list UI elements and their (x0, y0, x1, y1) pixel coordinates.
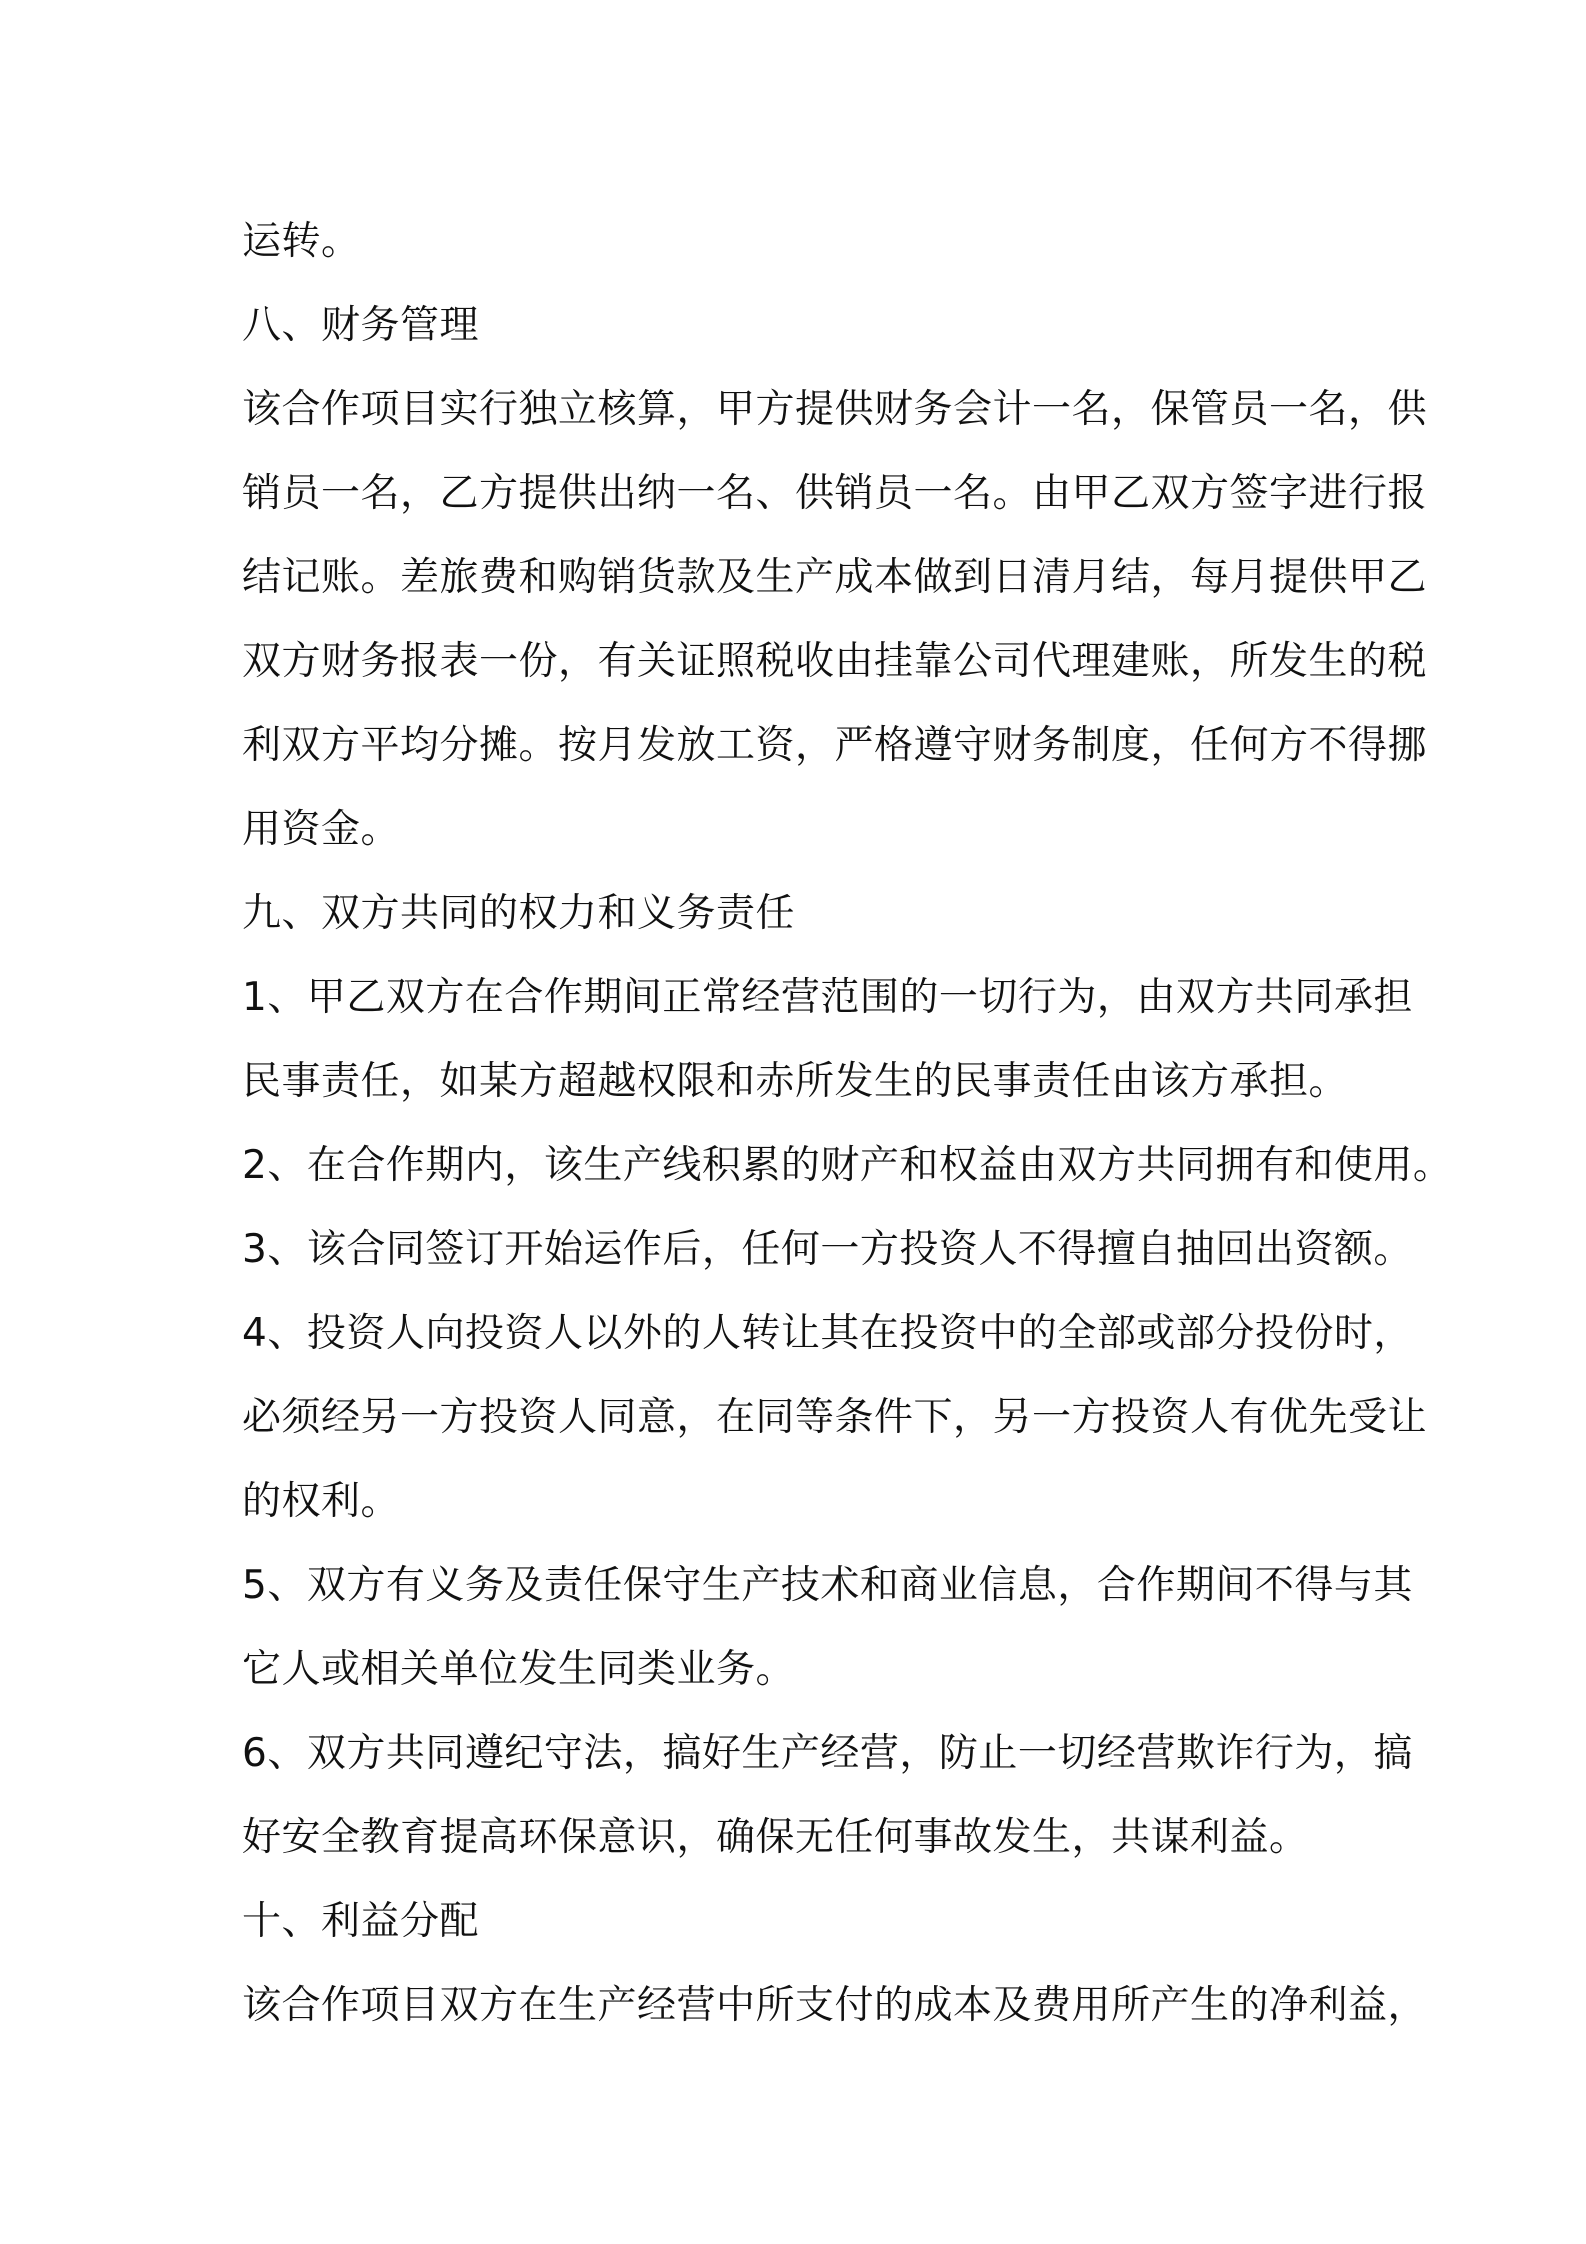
clause-line: 的权利。 (242, 1479, 401, 1524)
paragraph-line: 销员一名，乙方提供出纳一名、供销员一名。由甲乙双方签字进行报 (242, 471, 1428, 516)
document-body (242, 200, 1453, 2048)
section-heading-10: 十、利益分配 (242, 1899, 480, 1944)
clause-line: 4、投资人向投资人以外的人转让其在投资中的全部或部分投份时， (242, 1311, 1413, 1356)
clause-line: 必须经另一方投资人同意，在同等条件下，另一方投资人有优先受让 (242, 1395, 1428, 1440)
text-line-continuation: 运转。 (242, 219, 361, 264)
paragraph-line: 结记账。差旅费和购销货款及生产成本做到日清月结，每月提供甲乙 (242, 555, 1428, 600)
paragraph-line: 该合作项目双方在生产经营中所支付的成本及费用所产生的净利益， (242, 1983, 1428, 2028)
section-heading-8: 八、财务管理 (242, 303, 480, 348)
clause-line: 2、在合作期内，该生产线积累的财产和权益由双方共同拥有和使用。 (242, 1143, 1453, 1188)
paragraph-line: 该合作项目实行独立核算，甲方提供财务会计一名，保管员一名，供 (242, 387, 1428, 432)
clause-line: 民事责任，如某方超越权限和赤所发生的民事责任由该方承担。 (242, 1059, 1349, 1104)
section-heading-9: 九、双方共同的权力和义务责任 (242, 891, 796, 936)
paragraph-line: 双方财务报表一份，有关证照税收由挂靠公司代理建账，所发生的税 (242, 639, 1428, 684)
clause-line: 它人或相关单位发生同类业务。 (242, 1647, 796, 1692)
clause-line: 5、双方有义务及责任保守生产技术和商业信息，合作期间不得与其 (242, 1563, 1413, 1608)
paragraph-line: 用资金。 (242, 807, 401, 852)
clause-line: 6、双方共同遵纪守法，搞好生产经营，防止一切经营欺诈行为，搞 (242, 1731, 1413, 1776)
clause-line: 3、该合同签订开始运作后，任何一方投资人不得擅自抽回出资额。 (242, 1227, 1413, 1272)
clause-line: 1、甲乙双方在合作期间正常经营范围的一切行为，由双方共同承担 (242, 975, 1413, 1020)
clause-line: 好安全教育提高环保意识，确保无任何事故发生，共谋利益。 (242, 1815, 1309, 1860)
paragraph-line: 利双方平均分摊。按月发放工资，严格遵守财务制度，任何方不得挪 (242, 723, 1428, 768)
